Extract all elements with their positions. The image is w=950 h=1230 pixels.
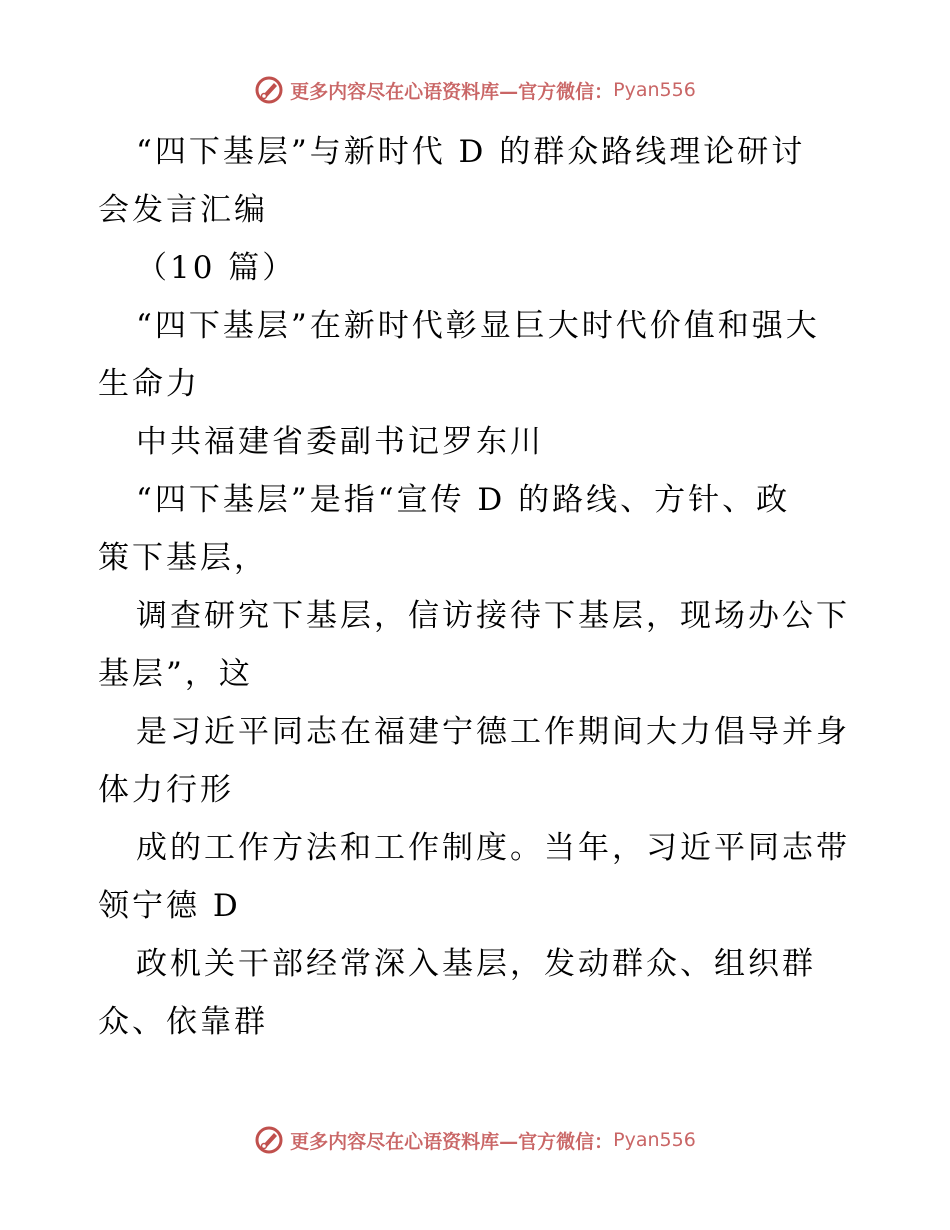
header-watermark-banner xyxy=(0,72,950,108)
paragraph-line: 基层”，这 xyxy=(98,656,253,692)
paragraph-line: “四下基层”是指“宣传 D 的路线、方针、政 xyxy=(136,482,791,518)
paragraph-line: 成的工作方法和工作制度。当年，习近平同志带 xyxy=(136,830,850,866)
banner-wechat-id: Pyan556 xyxy=(613,1129,696,1151)
author-line: 中共福建省委副书记罗东川 xyxy=(136,424,544,460)
paragraph-line: 领宁德 D xyxy=(98,888,241,924)
footer-watermark-banner xyxy=(0,1122,950,1158)
article-title-line-2: 生命力 xyxy=(98,366,200,402)
paragraph-line: 众、依靠群 xyxy=(98,1004,268,1040)
paragraph-line: 调查研究下基层，信访接待下基层，现场办公下 xyxy=(136,598,850,634)
paragraph-line: 体力行形 xyxy=(98,772,234,808)
title-count: （10 篇） xyxy=(136,250,297,286)
logo-icon xyxy=(254,75,284,105)
title-line-2: 会发言汇编 xyxy=(98,192,268,228)
logo-icon xyxy=(254,1125,284,1155)
paragraph-line: 政机关干部经常深入基层，发动群众、组织群 xyxy=(136,946,816,982)
banner-text: 更多内容尽在心语资料库—官方微信： xyxy=(290,1130,614,1153)
document-body xyxy=(98,123,878,1051)
title-line-1: “四下基层”与新时代 D 的群众路线理论研讨 xyxy=(136,134,806,170)
banner-text: 更多内容尽在心语资料库—官方微信： xyxy=(290,80,614,103)
article-title-line-1: “四下基层”在新时代彰显巨大时代价值和强大 xyxy=(136,308,820,344)
banner-wechat-id: Pyan556 xyxy=(613,79,696,101)
paragraph-line: 策下基层， xyxy=(98,540,268,576)
paragraph-line: 是习近平同志在福建宁德工作期间大力倡导并身 xyxy=(136,714,850,750)
